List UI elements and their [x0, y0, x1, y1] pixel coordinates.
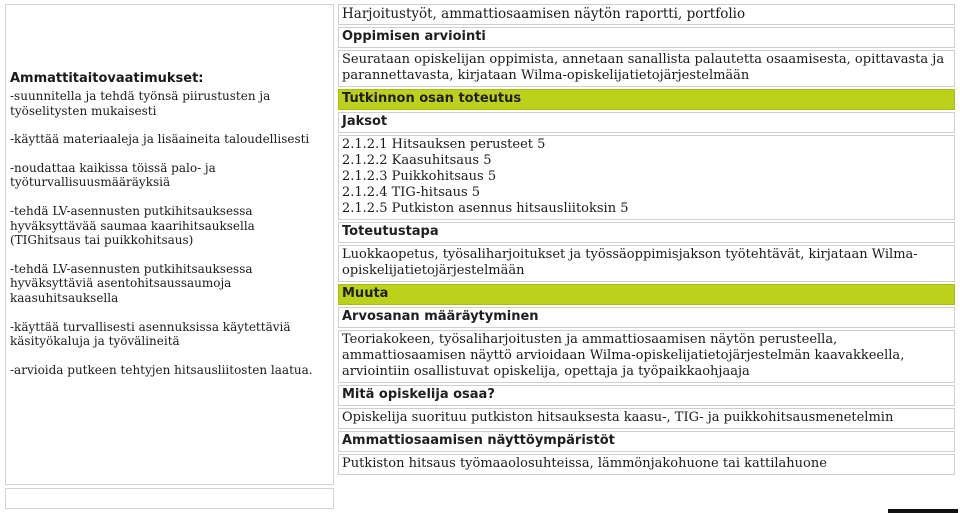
section-text-arvosanan-maaraytyminen: Teoriakokeen, työsaliharjoitusten ja ammattiosaamisen näytön perusteella, ammattiosaamisen näyttö arvioidaan Wilma-opiskelijatietojärjestelmän kaavakkeella, arviointiin osallistuvat opiskelija, opettaja ja työpaikkaohjaaja — [338, 330, 955, 383]
requirement-item: -arvioida putkeen tehtyjen hitsausliitosten laatua. — [10, 362, 313, 377]
section-text-oppimisen-arviointi: Seurataan opiskelijan oppimista, annetaan sanallista palautetta osaamisesta, opittavasta ja parannettavasta, kirjataan Wilma-opiskelijatietojärjestelmään — [338, 50, 955, 87]
section-label-arvosanan-maaraytyminen: Arvosanan määräytyminen — [338, 307, 955, 328]
requirement-item: -käyttää materiaaleja ja lisäaineita taloudellisesti — [10, 132, 310, 147]
section-label-jaksot: Jaksot — [338, 112, 955, 133]
section-text-toteutustapa: Luokkaopetus, työsaliharjoitukset ja työssäoppimisjakson työtehtävät, kirjataan Wilma-opiskelijatietojärjestelmään — [338, 245, 955, 282]
requirements-panel — [5, 4, 334, 485]
jakso-item: 2.1.2.4 TIG-hitsaus 5 — [342, 185, 481, 200]
requirements-heading: Ammattitaitovaatimukset: — [10, 71, 204, 86]
jakso-item: 2.1.2.5 Putkiston asennus hitsausliitoksin 5 — [342, 201, 629, 216]
requirement-item: -suunnitella ja tehdä työnsä piirustusten ja työselitysten mukaisesti — [10, 89, 271, 118]
section-label-naytto-ymparisto: Ammattiosaamisen näyttöympäristöt — [338, 431, 955, 452]
jakso-item: 2.1.2.1 Hitsauksen perusteet 5 — [342, 137, 546, 152]
requirement-item: -noudattaa kaikissa töissä palo- ja työturvallisuusmääräyksiä — [10, 160, 216, 190]
section-text-mita-opiskelija-osaa: Opiskelija suorituu putkiston hitsauksesta kaasu-, TIG- ja puikkohitsausmenetelmin — [338, 408, 955, 429]
section-text-naytto-ymparisto: Putkiston hitsaus työmaaolosuhteissa, lämmönjakohuone tai kattilahuone — [338, 454, 955, 475]
section-label-oppimisen-arviointi: Oppimisen arviointi — [338, 27, 955, 48]
evidence-title: Harjoitustyöt, ammattiosaamisen näytön raportti, portfolio — [338, 4, 955, 25]
section-label-muuta: Muuta — [338, 284, 955, 305]
bottom-edge-mark — [888, 509, 958, 513]
section-label-toteutustapa: Toteutustapa — [338, 222, 955, 243]
empty-cell — [5, 488, 334, 509]
jakso-item: 2.1.2.3 Puikkohitsaus 5 — [342, 169, 497, 184]
requirement-item: -tehdä LV-asennusten putkihitsauksessa hyväksyttäviä asentohitsaussaumoja kaasuhitsauksella — [10, 261, 253, 305]
course-details-panel — [338, 4, 955, 477]
section-label-tutkinnon-osan-toteutus: Tutkinnon osan toteutus — [338, 89, 955, 110]
jaksot-list — [338, 135, 955, 220]
requirement-item: -tehdä LV-asennusten putkihitsauksessa hyväksyttävää saumaa kaarihitsauksella (TIGhitsaus tai puikkohitsaus) — [10, 203, 255, 248]
section-label-mita-opiskelija-osaa: Mitä opiskelija osaa? — [338, 385, 955, 406]
jakso-item: 2.1.2.2 Kaasuhitsaus 5 — [342, 153, 492, 168]
requirement-item: -käyttää turvallisesti asennuksissa käytettäviä käsityökaluja ja työvälineitä — [10, 319, 291, 349]
